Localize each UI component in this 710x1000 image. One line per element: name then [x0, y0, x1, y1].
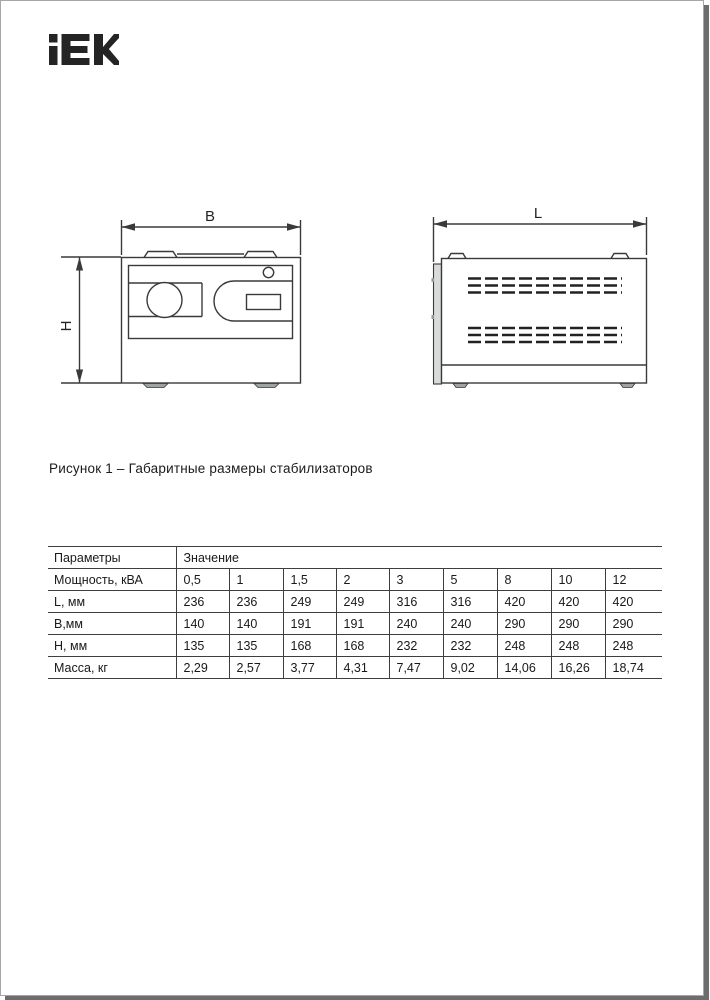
dimensions-table-body	[48, 547, 662, 679]
dimension-b-label: B	[204, 208, 216, 225]
value-cell: 191	[283, 613, 336, 635]
value-cell: 249	[283, 591, 336, 613]
table-row	[48, 657, 662, 679]
value-cell: 191	[336, 613, 389, 635]
value-cell: 232	[443, 635, 497, 657]
table-row	[48, 635, 662, 657]
value-cell: 168	[336, 635, 389, 657]
side-edge-notch	[432, 278, 435, 282]
front-foot-left	[143, 384, 168, 388]
arrowhead-left-icon	[434, 220, 448, 227]
side-top-tab-left	[448, 254, 466, 259]
value-cell: 0,5	[176, 569, 229, 591]
dimension-h-label: H	[58, 320, 75, 332]
value-cell: 248	[551, 635, 605, 657]
value-cell: 10	[551, 569, 605, 591]
value-cell: 3	[389, 569, 443, 591]
value-cell: 9,02	[443, 657, 497, 679]
value-cell: 236	[176, 591, 229, 613]
value-cell: 14,06	[497, 657, 551, 679]
table-header-row	[48, 547, 662, 569]
front-top-tab-left	[144, 252, 177, 258]
param-label-cell: Н, мм	[48, 635, 176, 657]
value-header-cell: Значение	[176, 547, 662, 569]
table-row	[48, 613, 662, 635]
side-top-tab-right	[611, 254, 629, 259]
value-cell: 290	[551, 613, 605, 635]
value-cell: 12	[605, 569, 662, 591]
value-cell: 18,74	[605, 657, 662, 679]
value-cell: 290	[605, 613, 662, 635]
arrowhead-down-icon	[76, 370, 83, 384]
arrowhead-right-icon	[287, 223, 301, 230]
value-cell: 1,5	[283, 569, 336, 591]
front-panel-indicator-circle	[263, 267, 273, 277]
value-cell: 2	[336, 569, 389, 591]
param-label-cell: Мощность, кВА	[48, 569, 176, 591]
value-cell: 420	[605, 591, 662, 613]
value-cell: 4,31	[336, 657, 389, 679]
dimension-l-label: L	[533, 205, 543, 222]
arrowhead-up-icon	[76, 257, 83, 271]
logo-k	[94, 34, 119, 65]
value-cell: 290	[497, 613, 551, 635]
side-foot-right	[620, 384, 635, 388]
value-cell: 7,47	[389, 657, 443, 679]
value-cell: 140	[176, 613, 229, 635]
table-row	[48, 569, 662, 591]
param-label-cell: Масса, кг	[48, 657, 176, 679]
arrowhead-left-icon	[122, 223, 136, 230]
dimension-b	[122, 220, 301, 255]
side-view-drawing	[432, 217, 647, 388]
value-cell: 248	[605, 635, 662, 657]
param-header-cell: Параметры	[48, 547, 176, 569]
value-cell: 140	[229, 613, 283, 635]
arrowhead-right-icon	[633, 220, 647, 227]
logo-i-dot	[49, 34, 58, 43]
value-cell: 316	[443, 591, 497, 613]
value-cell: 236	[229, 591, 283, 613]
value-cell: 2,57	[229, 657, 283, 679]
logo-i-stem	[49, 46, 58, 65]
front-top-tab-right	[244, 252, 277, 258]
dimensions-table	[48, 546, 662, 679]
value-cell: 248	[497, 635, 551, 657]
dimension-l	[434, 217, 647, 262]
value-cell: 5	[443, 569, 497, 591]
value-cell: 232	[389, 635, 443, 657]
value-cell: 249	[336, 591, 389, 613]
value-cell: 135	[176, 635, 229, 657]
value-cell: 168	[283, 635, 336, 657]
front-enclosure-outline	[122, 258, 301, 384]
value-cell: 240	[443, 613, 497, 635]
value-cell: 3,77	[283, 657, 336, 679]
value-cell: 240	[389, 613, 443, 635]
front-view-drawing	[61, 220, 301, 388]
value-cell: 135	[229, 635, 283, 657]
figure-dimensional-drawings	[1, 196, 710, 411]
value-cell: 8	[497, 569, 551, 591]
value-cell: 1	[229, 569, 283, 591]
front-panel-display-window	[247, 295, 281, 310]
side-foot-left	[453, 384, 468, 388]
figure-caption: Рисунок 1 – Габаритные размеры стабилизаторов	[49, 461, 373, 476]
value-cell: 420	[497, 591, 551, 613]
value-cell: 16,26	[551, 657, 605, 679]
value-cell: 420	[551, 591, 605, 613]
iek-logo-graphic	[49, 34, 119, 65]
front-foot-right	[254, 384, 279, 388]
side-front-edge-strip	[434, 264, 442, 384]
iek-logo	[49, 34, 119, 65]
table-row	[48, 591, 662, 613]
param-label-cell: L, мм	[48, 591, 176, 613]
value-cell: 316	[389, 591, 443, 613]
front-panel-knob-circle	[147, 283, 182, 318]
param-label-cell: В,мм	[48, 613, 176, 635]
value-cell: 2,29	[176, 657, 229, 679]
dimension-h	[61, 257, 121, 383]
logo-e	[62, 34, 90, 65]
side-edge-notch	[432, 315, 435, 319]
